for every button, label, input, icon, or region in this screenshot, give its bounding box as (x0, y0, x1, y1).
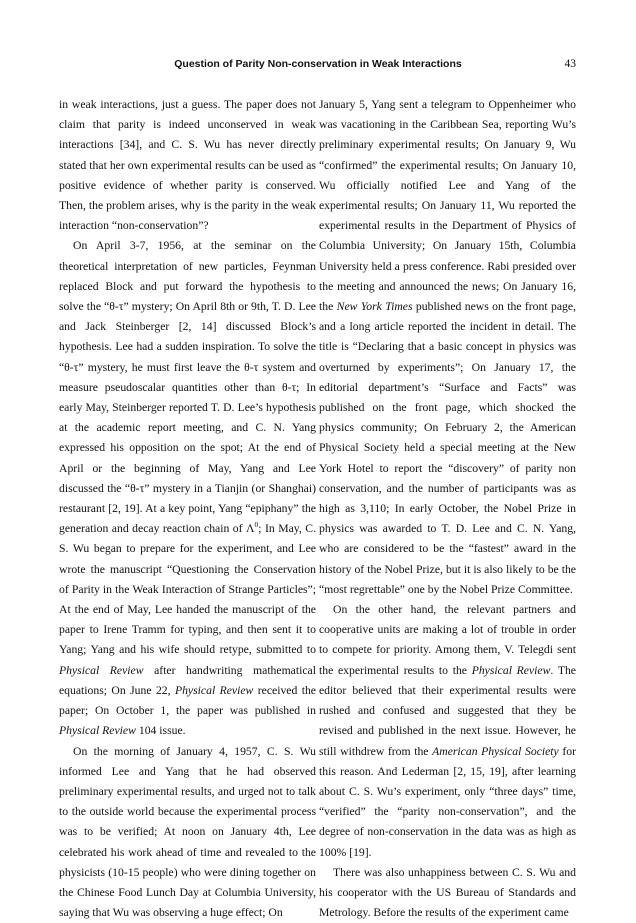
left-p2-text-c: after handwriting mathematical equations; On June 22, (59, 664, 316, 697)
society-name: American Physical Society (432, 745, 559, 758)
right-p2-text-a: On the other hand, the relevant partners and cooperative units are making a lot of trouble in order to compete for priority. Among them, V. Telegdi sent the experimental results to the (319, 603, 576, 677)
right-column (319, 95, 576, 923)
right-p1-text-a: January 5, Yang sent a telegram to Oppenheimer who was vacationing in the Caribbean Sea, reporting Wu’s preliminary experimental results; On January 9, Wu “confirmed” the experimental results; On January 10, Wu officially notified Lee and Yang of the experimental results; On January 11, Wu reported the experimental results in the Department of Physics of Columbia University; On January 15th, Columbia University held a press conference. Rabi presided over the meeting and announced the news; On January 16, the (319, 98, 576, 313)
left-p2-text-d: received the paper; On October 1, the paper was published in (59, 684, 316, 717)
journal-title: Physical Review (472, 664, 551, 677)
right-paragraph-2 (319, 600, 576, 863)
page-number: 43 (520, 58, 576, 70)
right-p2-text-b: . The editor believed that their experimental results were rushed and confused and suggested that they be revised and published in the next issue. However, he still withdrew from the (319, 664, 576, 758)
journal-title: Physical Review (59, 664, 144, 677)
right-paragraph-3: There was also unhappiness between C. S. Wu and his cooperator with the US Bureau of Standards and Metrology. Before the results of the experiment came (319, 863, 576, 923)
running-head (0, 58, 636, 78)
journal-title: Physical Review (175, 684, 253, 697)
left-paragraph-1: in weak interactions, just a guess. The paper does not claim that parity is indeed unconserved in weak interactions [34], and C. S. Wu has never directly stated that her own experimental results can be used as positive evidence of whether parity is conserved. Then, the problem arises, why is the parity in the weak interaction “non-conservation”? (59, 95, 316, 236)
journal-title: Physical Review (59, 724, 136, 737)
right-p1-text-b: published news on the front page, and a long article reported the incident in detail. The title is “Declaring that a basic concept in physics was overturned by experiments”; On January 17, the editorial department’s “Surface and Facts” was published on the front page, which shocked the physics community; On February 2, the American Physical Society held a special meeting at the New York Hotel to report the “discovery” of parity non conservation, and the number of participants was as high as 3,110; In early October, the Nobel Prize in physics was awarded to T. D. Lee and C. N. Yang, who are considered to be the “fastest” award in the history of the Nobel Prize, but it is also likely to be the “most regrettable” one by the Nobel Prize Committee. (319, 300, 576, 596)
left-paragraph-2 (59, 236, 316, 741)
left-p2-text-a: On April 3-7, 1956, at the seminar on the theoretical interpretation of new particles, Feynman replaced Block and put forward the hypothesis to solve the “θ-τ” mystery; On April 8th or 9th, T. D. Lee and Jack Steinberger [2, 14] discussed Block’s hypothesis. Lee had a sudden inspiration. To solve the “θ-τ” mystery, he must first leave the θ-τ system and measure pseudoscalar quantities other than θ-τ; In early May, Steinberger reported T. D. Lee’s hypothesis at the academic report meeting, and C. N. Yang expressed his opposition on the spot; At the end of April or the beginning of May, Yang and Lee discussed the “θ-τ” mystery in a Tianjin (or Shanghai) restaurant [2, 19]. At a key point, Yang “epiphany” the generation and decay reaction chain of Λ (59, 239, 316, 535)
left-paragraph-3: On the morning of January 4, 1957, C. S. Wu informed Lee and Yang that he had observed preliminary experimental results, and urged not to talk to the outside world because the experimental process was to be verified; At noon on January 4th, Lee celebrated his work ahead of time and revealed to the physicists (10-15 people) who were dining together on the Chinese Food Lunch Day at Columbia University, saying that Wu was observing a huge effect; On (59, 742, 316, 923)
lambda-superscript: 0 (255, 520, 259, 529)
right-p2-text-c: for this reason. And Lederman [2, 15, 19], after learning about C. S. Wu’s experiment, only “three days” time, “verified” the “parity non-conservation”, and the degree of non-conservation in the data was as high as 100% [19]. (319, 745, 576, 859)
running-title: Question of Parity Non-conservation in Weak Interactions (0, 58, 636, 70)
left-column (59, 95, 316, 923)
right-paragraph-1 (319, 95, 576, 600)
left-p2-text-b: ; In May, C. S. Wu began to prepare for the experiment, and Lee wrote the manuscript “Questioning the Conservation of Parity in the Weak Interaction of Strange Particles”; At the end of May, Lee handed the manuscript of the paper to Irene Tramm for typing, and then sent it to Yang; Yang and his wife should retype, submitted to (59, 522, 316, 656)
newspaper-title: New York Times (337, 300, 413, 313)
left-p2-text-e: 104 issue. (136, 724, 186, 737)
